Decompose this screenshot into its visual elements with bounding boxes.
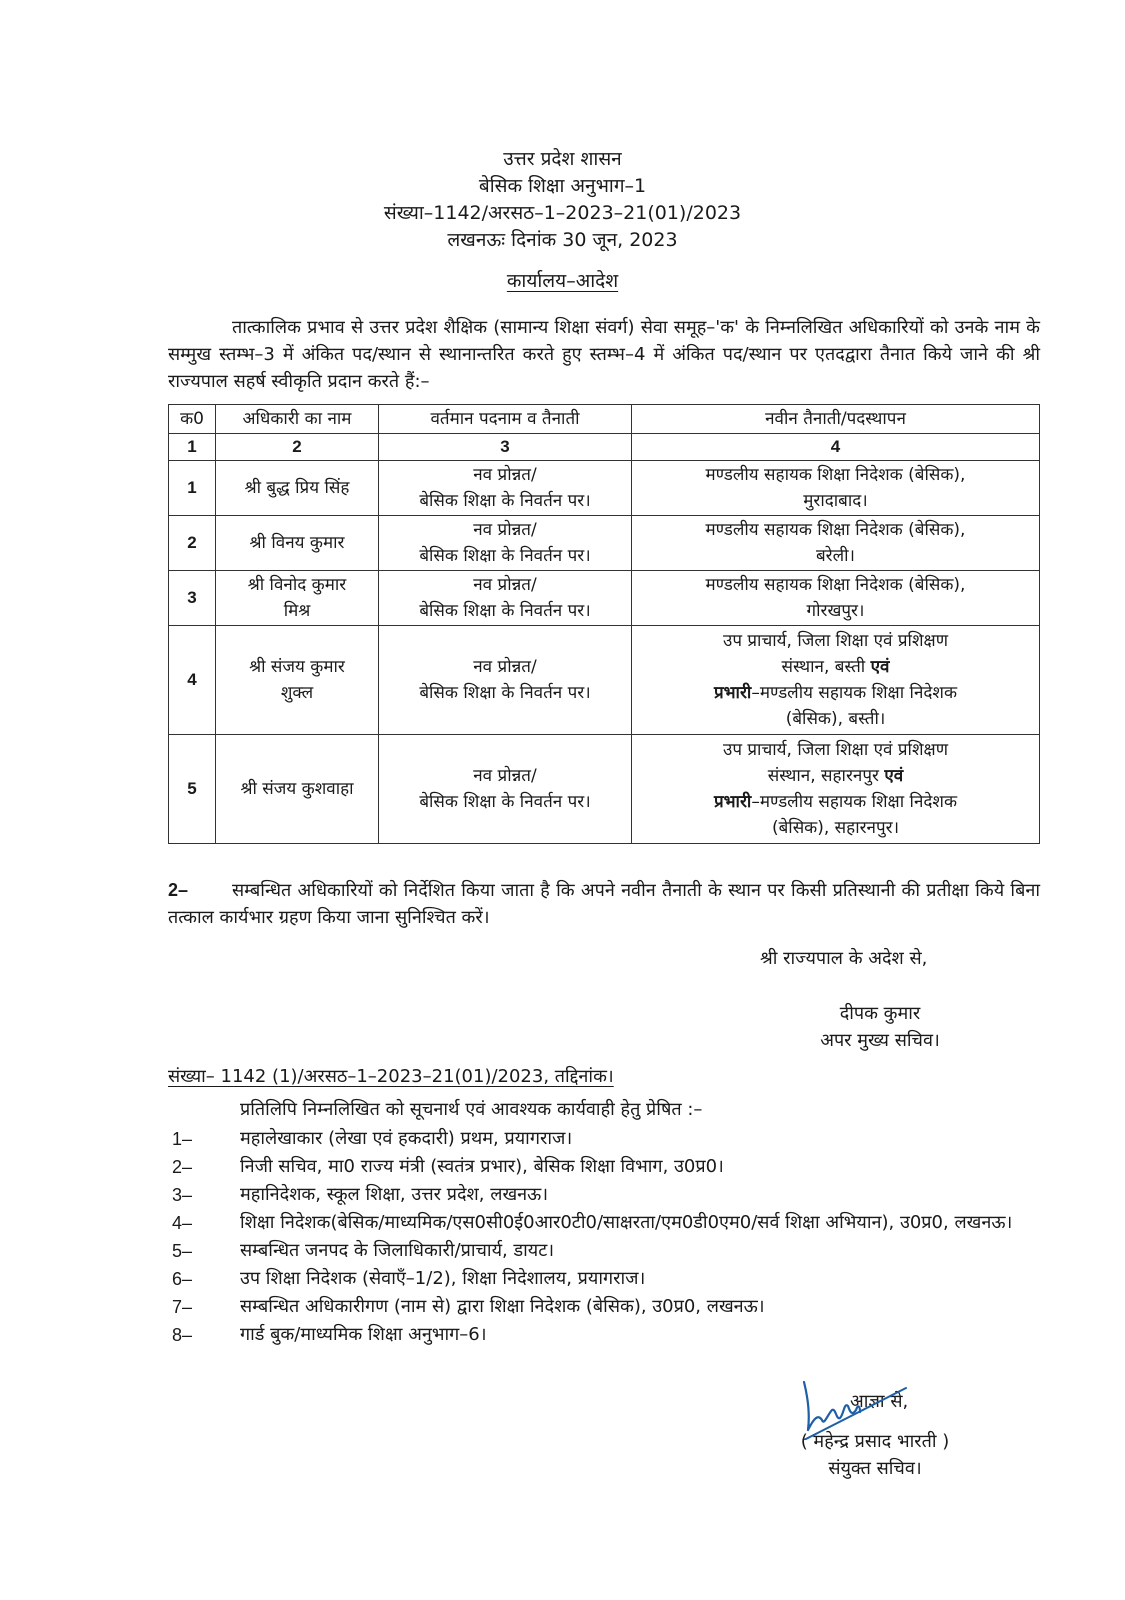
serial-number: 2: [169, 516, 216, 571]
list-item: 6– उप शिक्षा निदेशक (सेवाएँ–1/2), शिक्षा निदेशालय, प्रयागराज।: [172, 1268, 646, 1289]
list-item: 4– शिक्षा निदेशक(बेसिक/माध्यमिक/एस0सी0ई0आर0टी0/साक्षरता/एम0डी0एम0/सर्व शिक्षा अभियान), उ0प्र0, लखनऊ।: [172, 1212, 1013, 1233]
serial-number: 1: [169, 461, 216, 516]
header-section: बेसिक शिक्षा अनुभाग–1: [478, 175, 647, 197]
order-title-text: कार्यालय–आदेश: [506, 270, 619, 292]
list-item: 3– महानिदेशक, स्कूल शिक्षा, उत्तर प्रदेश, लखनऊ।: [172, 1184, 549, 1205]
new-post: उप प्राचार्य, जिला शिक्षा एवं प्रशिक्षण संस्थान, बस्ती एवं प्रभारी–मण्डलीय सहायक शिक्षा निदेशक (बेसिक), बस्ती।: [632, 626, 1040, 735]
list-item: 5– सम्बन्धित जनपद के जिलाधिकारी/प्राचार्य, डायट।: [172, 1240, 555, 1261]
governor-order-line: श्री राज्यपाल के अदेश से,: [760, 948, 928, 969]
table-row: [169, 735, 1040, 844]
signatory-1: [780, 1000, 980, 1054]
header-serial: क0: [169, 405, 216, 434]
by-order-line: आज्ञा से,: [850, 1391, 909, 1412]
header-date: लखनऊः दिनांक 30 जून, 2023: [447, 229, 678, 251]
header-new-post: नवीन तैनाती/पदस्थापन: [632, 405, 1040, 434]
list-item: 8– गार्ड बुक/माध्यमिक शिक्षा अनुभाग–6।: [172, 1324, 487, 1345]
current-post: नव प्रोन्नत/ बेसिक शिक्षा के निवर्तन पर।: [379, 516, 632, 571]
paragraph-2-text: सम्बन्धित अधिकारियों को निर्देशित किया जाता है कि अपने नवीन तैनाती के स्थान पर किसी प्रतिस्थानी की प्रतीक्षा किये बिना तत्काल कार्यभार ग्रहण किया जाना सुनिश्चित करें।: [168, 880, 1040, 928]
current-post: नव प्रोन्नत/ बेसिक शिक्षा के निवर्तन पर।: [379, 626, 632, 735]
new-post: मण्डलीय सहायक शिक्षा निदेशक (बेसिक), मुरादाबाद।: [632, 461, 1040, 516]
table-row: [169, 571, 1040, 626]
column-number: 2: [216, 434, 379, 461]
table-row: [169, 626, 1040, 735]
order-title: [0, 267, 1125, 293]
current-post: नव प्रोन्नत/ बेसिक शिक्षा के निवर्तन पर।: [379, 735, 632, 844]
signatory-2-name: ( महेन्द्र प्रसाद भारती ): [800, 1431, 950, 1452]
list-item: 2– निजी सचिव, मा0 राज्य मंत्री (स्वतंत्र प्रभार), बेसिक शिक्षा विभाग, उ0प्र0।: [172, 1156, 724, 1177]
officer-name: श्री संजय कुमार शुक्ल: [216, 626, 379, 735]
officer-name: श्री विनय कुमार: [216, 516, 379, 571]
table-row: [169, 516, 1040, 571]
paragraph-2: [168, 877, 1040, 931]
column-number: 4: [632, 434, 1040, 461]
signatory-1-designation: अपर मुख्य सचिव।: [820, 1030, 940, 1051]
paragraph-2-number: 2–: [168, 880, 189, 900]
new-post: उप प्राचार्य, जिला शिक्षा एवं प्रशिक्षण संस्थान, सहारनपुर एवं प्रभारी–मण्डलीय सहायक शिक्षा निदेशक (बेसिक), सहारनपुर।: [632, 735, 1040, 844]
current-post: नव प्रोन्नत/ बेसिक शिक्षा के निवर्तन पर।: [379, 571, 632, 626]
officer-name: श्री संजय कुशवाहा: [216, 735, 379, 844]
serial-number: 5: [169, 735, 216, 844]
signatory-1-name: दीपक कुमार: [839, 1003, 921, 1024]
copy-reference-number: संख्या– 1142 (1)/अरसठ–1–2023–21(01)/2023, तद्दिनांक।: [168, 1066, 614, 1087]
signatory-2-designation: संयुक्त सचिव।: [828, 1458, 922, 1479]
column-number-row: [169, 434, 1040, 461]
column-number: 1: [169, 434, 216, 461]
document-header: [0, 146, 1125, 254]
officer-name: श्री बुद्ध प्रिय सिंह: [216, 461, 379, 516]
intro-paragraph: [168, 314, 1040, 395]
signatory-2: [775, 1428, 975, 1482]
current-post: नव प्रोन्नत/ बेसिक शिक्षा के निवर्तन पर।: [379, 461, 632, 516]
transfer-table: [168, 404, 1040, 844]
officer-name: श्री विनोद कुमार मिश्र: [216, 571, 379, 626]
copy-intro: प्रतिलिपि निम्नलिखित को सूचनार्थ एवं आवश्यक कार्यवाही हेतु प्रेषित :–: [240, 1099, 703, 1120]
header-current-post: वर्तमान पदनाम व तैनाती: [379, 405, 632, 434]
new-post: मण्डलीय सहायक शिक्षा निदेशक (बेसिक), गोरखपुर।: [632, 571, 1040, 626]
header-reference-number: संख्या–1142/अरसठ–1–2023–21(01)/2023: [383, 202, 742, 224]
copy-recipient-list: [172, 1125, 1032, 1349]
table-header-row: [169, 405, 1040, 434]
header-government: उत्तर प्रदेश शासन: [503, 148, 622, 170]
new-post: मण्डलीय सहायक शिक्षा निदेशक (बेसिक), बरेली।: [632, 516, 1040, 571]
list-item: 1– महालेखाकार (लेखा एवं हकदारी) प्रथम, प्रयागराज।: [172, 1128, 573, 1149]
column-number: 3: [379, 434, 632, 461]
intro-paragraph-text: तात्कालिक प्रभाव से उत्तर प्रदेश शैक्षिक (सामान्य शिक्षा संवर्ग) सेवा समूह–'क' के निम्नलिखित अधिकारियों को उनके नाम के सम्मुख स्तम्भ–3 में अंकित पद/स्थान से स्थानान्तरित करते हुए स्तम्भ–4 में अंकित पद/स्थान पर एतदद्वारा तैनात किये जाने की श्री राज्यपाल सहर्ष स्वीकृति प्रदान करते हैं:–: [168, 317, 1040, 392]
header-officer-name: अधिकारी का नाम: [216, 405, 379, 434]
list-item: 7– सम्बन्धित अधिकारीगण (नाम से) द्वारा शिक्षा निदेशक (बेसिक), उ0प्र0, लखनऊ।: [172, 1296, 765, 1317]
table-row: [169, 461, 1040, 516]
serial-number: 3: [169, 571, 216, 626]
serial-number: 4: [169, 626, 216, 735]
